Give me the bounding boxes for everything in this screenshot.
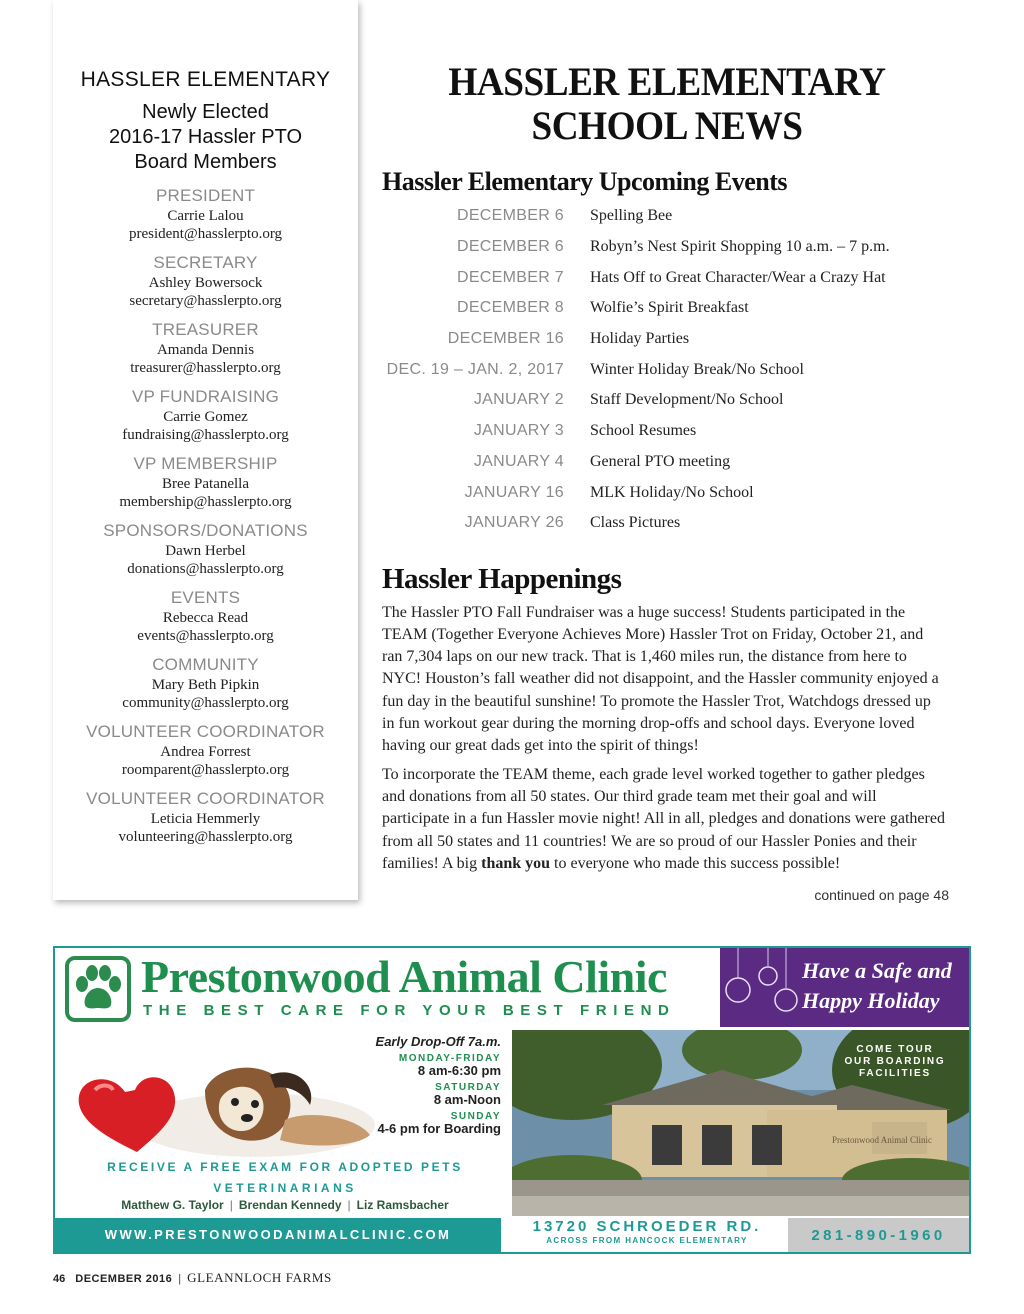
separator: | — [347, 1198, 351, 1212]
event-date: DEC. 19 – JAN. 2, 2017 — [386, 360, 564, 378]
event-date: JANUARY 4 — [473, 452, 564, 470]
continued-note: continued on page 48 — [814, 887, 949, 904]
veterinarians-list — [65, 1198, 505, 1212]
event-row — [382, 508, 952, 539]
sidebar-heading-line: Newly Elected — [142, 101, 269, 123]
member-role: PRESIDENT — [155, 186, 256, 205]
magazine-name: GLEANNLOCH FARMS — [187, 1270, 332, 1285]
building-sign: Prestonwood Animal Clinic — [832, 1135, 932, 1145]
tour-line: FACILITIES — [859, 1068, 931, 1079]
event-date: DECEMBER 16 — [447, 330, 564, 348]
page-title-line: SCHOOL NEWS — [531, 103, 803, 148]
clinic-tagline: THE BEST CARE FOR YOUR BEST FRIEND — [143, 1002, 676, 1019]
ornament-icon — [720, 948, 800, 1027]
puppy-with-heart-image — [55, 1030, 375, 1160]
event-name: MLK Holiday/No School — [590, 483, 754, 501]
member-role: VP FUNDRAISING — [131, 387, 279, 406]
event-name: Spelling Bee — [590, 207, 673, 225]
member-name: Bree Patanella — [161, 476, 250, 492]
event-date: JANUARY 16 — [464, 483, 564, 501]
member-role: COMMUNITY — [152, 655, 259, 674]
school-news-column — [382, 60, 952, 903]
board-member — [53, 319, 358, 377]
member-role: VOLUNTEER COORDINATOR — [86, 722, 325, 741]
boarding-tour-callout — [835, 1044, 955, 1080]
member-email[interactable]: roomparent@hasslerpto.org — [121, 762, 290, 778]
early-dropoff: Early Drop-Off 7a.m. — [375, 1034, 501, 1049]
hours-value: 8 am-Noon — [433, 1092, 501, 1107]
holiday-banner — [720, 948, 971, 1027]
issue-date: DECEMBER 2016 — [75, 1273, 173, 1285]
member-email[interactable]: events@hasslerpto.org — [137, 628, 274, 644]
member-name: Ashley Bowersock — [148, 275, 263, 291]
event-row — [382, 201, 952, 232]
hours-label: SATURDAY — [435, 1082, 501, 1093]
street-address: 13720 SCHROEDER RD. — [532, 1218, 762, 1235]
holiday-line: Have a Safe and — [802, 958, 952, 983]
board-member — [53, 721, 358, 779]
board-member — [53, 520, 358, 578]
member-email[interactable]: secretary@hasslerpto.org — [129, 293, 282, 309]
free-exam-offer: RECEIVE A FREE EXAM FOR ADOPTED PETS — [107, 1160, 463, 1174]
separator: | — [178, 1273, 182, 1285]
clinic-hours — [355, 1034, 501, 1136]
thank-you-emphasis: thank you — [481, 854, 551, 872]
clinic-advertisement — [53, 946, 971, 1254]
event-name: Hats Off to Great Character/Wear a Crazy Hat — [590, 268, 886, 286]
page-number: 46 — [53, 1273, 66, 1285]
hours-value: 8 am-6:30 pm — [417, 1063, 501, 1078]
board-member-list — [53, 185, 358, 846]
paw-logo-icon — [65, 956, 131, 1022]
board-member — [53, 654, 358, 712]
member-name: Leticia Hemmerly — [150, 811, 261, 827]
member-role: SECRETARY — [153, 253, 258, 272]
member-email[interactable]: donations@hasslerpto.org — [127, 561, 284, 577]
member-email[interactable]: volunteering@hasslerpto.org — [118, 829, 293, 845]
event-name: Staff Development/No School — [590, 391, 784, 409]
upcoming-events-heading: Hassler Elementary Upcoming Events — [382, 167, 787, 196]
ad-header — [55, 948, 969, 1030]
member-email[interactable]: community@hasslerpto.org — [122, 695, 289, 711]
sidebar-heading-line: 2016-17 Hassler PTO — [108, 126, 303, 148]
event-date: DECEMBER 6 — [456, 207, 564, 225]
event-row — [382, 232, 952, 263]
event-row — [382, 477, 952, 508]
event-row — [382, 416, 952, 447]
member-role: VOLUNTEER COORDINATOR — [86, 789, 325, 808]
holiday-line: Happy Holiday — [802, 988, 940, 1013]
event-row — [382, 262, 952, 293]
clinic-website-link[interactable]: WWW.PRESTONWOODANIMALCLINIC.COM — [104, 1227, 452, 1242]
holiday-greeting — [802, 956, 952, 1016]
board-member — [53, 252, 358, 310]
event-row — [382, 385, 952, 416]
events-list — [382, 201, 952, 539]
paragraph-text: to everyone who made this success possible! — [550, 854, 841, 872]
event-name: Wolfie’s Spirit Breakfast — [590, 299, 749, 317]
tour-line: COME TOUR — [856, 1044, 934, 1055]
event-name: Robyn’s Nest Spirit Shopping 10 a.m. – 7 p.m. — [590, 238, 890, 256]
event-name: Class Pictures — [590, 514, 681, 532]
event-date: JANUARY 3 — [473, 422, 564, 440]
veterinarians-label: VETERINARIANS — [213, 1181, 357, 1195]
clinic-address — [517, 1218, 777, 1245]
event-date: JANUARY 26 — [464, 514, 564, 532]
member-email[interactable]: membership@hasslerpto.org — [119, 494, 292, 510]
happenings-paragraph: The Hassler PTO Fall Fundraiser was a huge success! Students participated in the TEAM (Together Everyone Achieves More) Hassler Trot on Friday, October 21, and ran 7,304 laps on our new track. That is 1,460 miles run, the distance from here to NYC! Houston’s fall weather did not disappoint, and the Hassler community enjoyed a fun day in the beautiful sunshine! To promote the Hassler Trot, Watchdogs dressed up in fun workout gear during the morning drop-offs and school days. Everyone loved having our great dads get into the spirit of things! — [382, 603, 939, 755]
member-name: Carrie Lalou — [167, 208, 244, 224]
member-name: Andrea Forrest — [160, 744, 251, 760]
board-member — [53, 453, 358, 511]
event-row — [382, 324, 952, 355]
event-name: Holiday Parties — [590, 330, 690, 348]
event-date: DECEMBER 6 — [456, 238, 564, 256]
tour-line: OUR BOARDING — [844, 1056, 946, 1067]
board-member — [53, 386, 358, 444]
event-name: Winter Holiday Break/No School — [590, 360, 804, 378]
board-member — [53, 788, 358, 846]
hours-value: 4-6 pm for Boarding — [377, 1121, 501, 1136]
hours-label: MONDAY-FRIDAY — [398, 1053, 501, 1064]
address-landmark: ACROSS FROM HANCOCK ELEMENTARY — [546, 1236, 748, 1245]
member-role: VP MEMBERSHIP — [133, 454, 278, 473]
sidebar-heading-line: Board Members — [134, 151, 277, 173]
member-name: Dawn Herbel — [165, 543, 246, 559]
member-role: TREASURER — [152, 320, 259, 339]
event-name: School Resumes — [590, 422, 697, 440]
vet-name: Matthew G. Taylor — [121, 1198, 224, 1212]
member-name: Carrie Gomez — [163, 409, 248, 425]
event-date: DECEMBER 8 — [456, 299, 564, 317]
member-role: EVENTS — [170, 588, 241, 607]
member-email[interactable]: fundraising@hasslerpto.org — [122, 427, 289, 443]
member-name: Rebecca Read — [162, 610, 249, 626]
member-role: SPONSORS/DONATIONS — [103, 521, 308, 540]
member-email[interactable]: president@hasslerpto.org — [128, 226, 283, 242]
event-date: DECEMBER 7 — [456, 268, 564, 286]
board-member — [53, 185, 358, 243]
sidebar-school-name: HASSLER ELEMENTARY — [80, 68, 331, 91]
event-row — [382, 354, 952, 385]
member-email[interactable]: treasurer@hasslerpto.org — [130, 360, 281, 376]
clinic-name: Prestonwood Animal Clinic — [141, 951, 667, 1002]
pto-board-sidebar — [53, 0, 358, 900]
page-title — [402, 60, 932, 148]
hours-label: SUNDAY — [450, 1111, 501, 1122]
member-name: Amanda Dennis — [156, 342, 255, 358]
event-row — [382, 447, 952, 478]
happenings-heading: Hassler Happenings — [382, 562, 622, 595]
paragraph-text: To incorporate the TEAM theme, each grade level worked together to gather pledges and donations from all 50 states. Our third grade team met their goal and will participate in a fun Hassler movie night! All in all, pledges and donations were gathered from all 50 states and 11 countries! We are so proud of our Hassler Ponies and their families! A big — [382, 765, 945, 872]
happenings-paragraph — [382, 764, 947, 875]
sidebar-heading — [53, 100, 358, 175]
event-date: JANUARY 2 — [473, 391, 564, 409]
separator: | — [229, 1198, 233, 1212]
member-name: Mary Beth Pipkin — [151, 677, 260, 693]
clinic-phone[interactable]: 281-890-1960 — [811, 1227, 946, 1244]
page-title-line: HASSLER ELEMENTARY — [448, 59, 886, 104]
vet-name: Brendan Kennedy — [238, 1198, 342, 1212]
board-member — [53, 587, 358, 645]
page-footer — [53, 1270, 332, 1286]
event-name: General PTO meeting — [590, 452, 731, 470]
vet-name: Liz Ramsbacher — [356, 1198, 449, 1212]
event-row — [382, 293, 952, 324]
